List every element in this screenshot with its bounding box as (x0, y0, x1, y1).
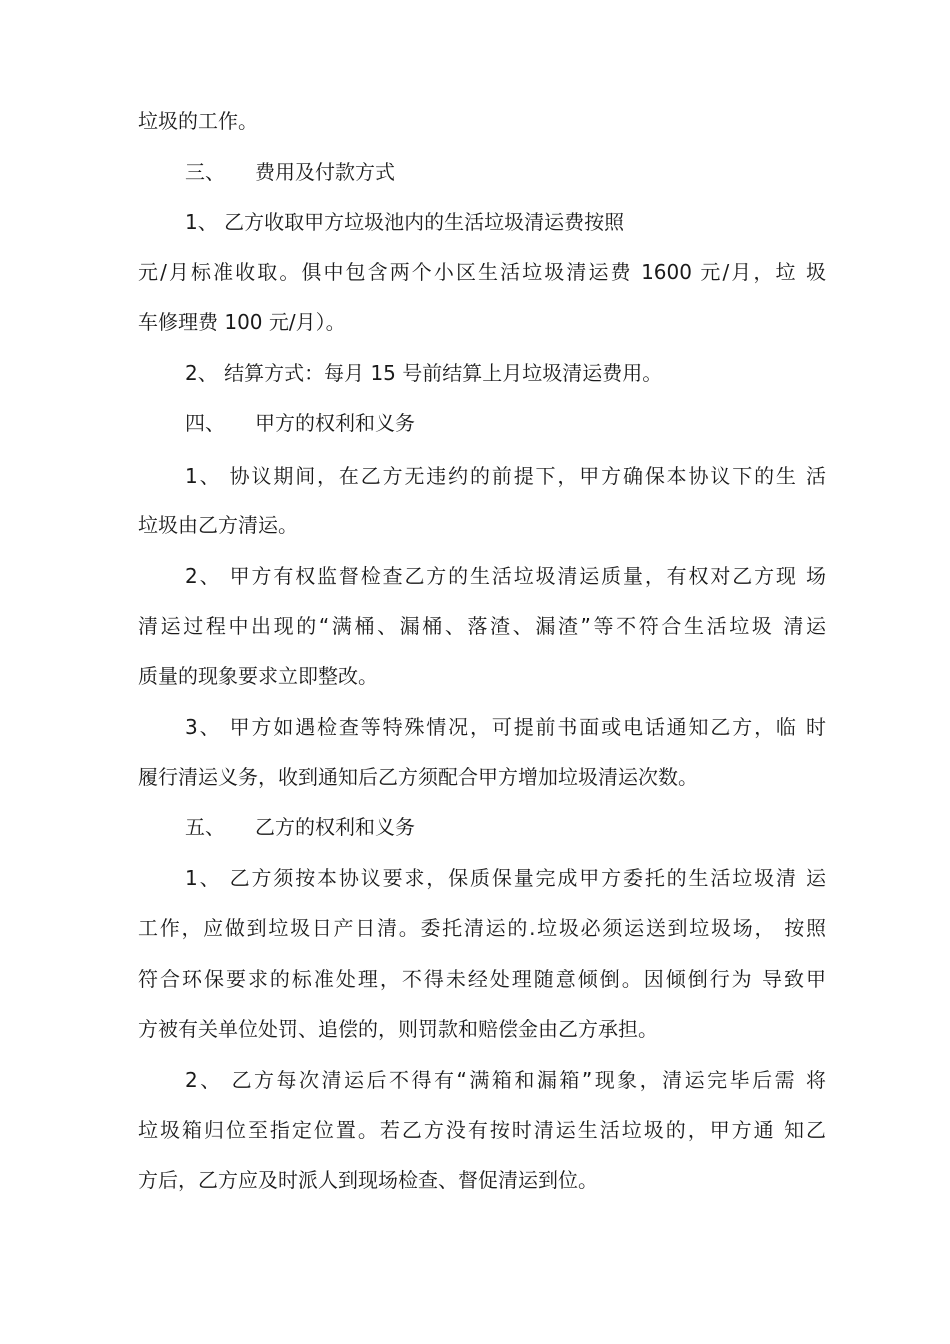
section-title: 乙方的权利和义务 (255, 815, 415, 839)
paragraph-line: 1、 乙方须按本协议要求，保质保量完成甲方委托的生活垃圾清 运 (185, 866, 826, 890)
section-number: 四、 (185, 411, 225, 435)
paragraph-line: 2、 甲方有权监督检查乙方的生活垃圾清运质量，有权对乙方现 场 (185, 564, 826, 588)
paragraph-line: 2、 乙方每次清运后不得有“满箱和漏箱”现象，清运完毕后需 将 (185, 1068, 826, 1092)
paragraph-line: 元/月标准收取。俱中包含两个小区生活垃圾清运费 1600 元/月，垃 圾 (138, 260, 826, 284)
paragraph-line: 履行清运义务，收到通知后乙方须配合甲方增加垃圾清运次数。 (138, 765, 698, 789)
paragraph-line: 方被有关单位处罚、追偿的，则罚款和赔偿金由乙方承担。 (138, 1017, 658, 1041)
paragraph-line: 垃圾的工作。 (138, 109, 258, 133)
paragraph-line: 清运过程中出现的“满桶、漏桶、落渣、漏渣”等不符合生活垃圾 清运 (138, 614, 826, 638)
paragraph-line: 垃圾箱归位至指定位置。若乙方没有按时清运生活垃圾的，甲方通 知乙 (138, 1118, 826, 1142)
paragraph-line: 3、 甲方如遇检查等特殊情况，可提前书面或电话通知乙方，临 时 (185, 715, 826, 739)
paragraph-line: 质量的现象要求立即整改。 (138, 664, 378, 688)
section-heading-5 (185, 810, 415, 844)
section-number: 三、 (185, 160, 225, 184)
paragraph-line: 垃圾由乙方清运。 (138, 513, 298, 537)
paragraph-line: 符合环保要求的标准处理，不得未经处理随意倾倒。因倾倒行为 导致甲 (138, 967, 826, 991)
section-title: 费用及付款方式 (255, 160, 395, 184)
section-title: 甲方的权利和义务 (255, 411, 415, 435)
paragraph-line: 工作，应做到垃圾日产日清。委托清运的.垃圾必须运送到垃圾场， 按照 (138, 916, 826, 940)
paragraph-line: 1、 协议期间，在乙方无违约的前提下，甲方确保本协议下的生 活 (185, 464, 826, 488)
section-heading-4 (185, 406, 415, 440)
paragraph-line: 1、 乙方收取甲方垃圾池内的生活垃圾清运费按照 (185, 210, 625, 234)
paragraph-line: 方后，乙方应及时派人到现场检查、督促清运到位。 (138, 1168, 598, 1192)
section-heading-3 (185, 155, 395, 189)
paragraph-line: 车修理费 100 元/月）。 (138, 310, 346, 334)
paragraph-line: 2、 结算方式：每月 15 号前结算上月垃圾清运费用。 (185, 361, 663, 385)
section-number: 五、 (185, 815, 225, 839)
